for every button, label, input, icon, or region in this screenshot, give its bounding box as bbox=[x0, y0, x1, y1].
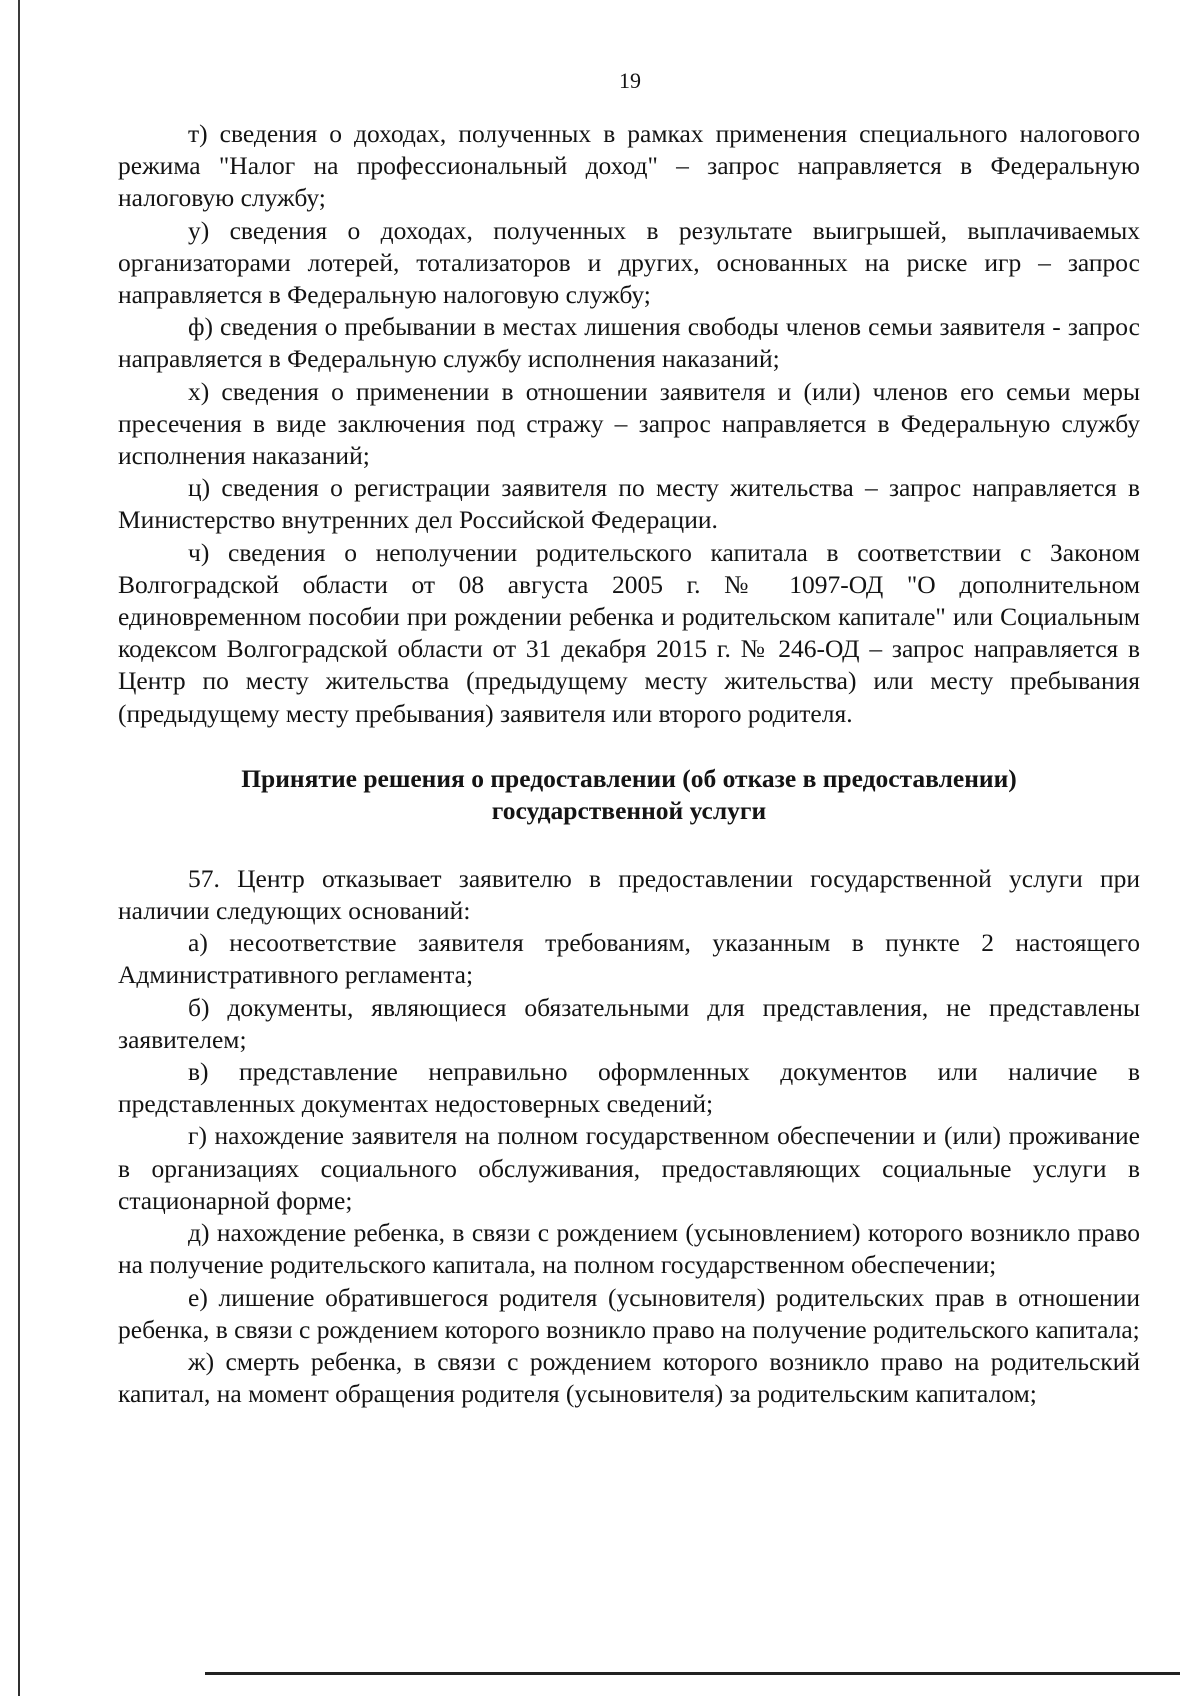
scan-left-edge bbox=[18, 0, 20, 1696]
paragraph-g: г) нахождение заявителя на полном государственном обеспечении и (или) проживание в организациях социального обслуживания, предоставляющих социальные услуги в стационарной форме; bbox=[118, 1121, 1140, 1215]
paragraph-ts: ц) сведения о регистрации заявителя по месту жительства – запрос направляется в Министерство внутренних дел Российской Федерации. bbox=[118, 473, 1140, 535]
paragraph-t: т) сведения о доходах, полученных в рамках применения специального налогового режима "Налог на профессиональный доход" – запрос направляется в Федеральную налоговую службу; bbox=[118, 119, 1140, 213]
paragraph-f: ф) сведения о пребывании в местах лишения свободы членов семьи заявителя - запрос направляется в Федеральную службу исполнения наказаний; bbox=[118, 312, 1140, 374]
paragraph-u: у) сведения о доходах, полученных в результате выигрышей, выплачиваемых организаторами лотерей, тотализаторов и других, основанных на риске игр – запрос направляется в Федеральную налоговую службу; bbox=[118, 215, 1140, 310]
paragraph-d: д) нахождение ребенка, в связи с рождением (усыновлением) которого возникло право на получение родительского капитала, на полном государственном обеспечении; bbox=[118, 1218, 1140, 1280]
section-heading-line-2: государственной услуги bbox=[491, 795, 767, 825]
paragraph-57: 57. Центр отказывает заявителю в предоставлении государственной услуги при наличии следующих оснований: bbox=[118, 863, 1140, 926]
page-number: 19 bbox=[619, 68, 641, 93]
scan-bottom-rule bbox=[205, 1672, 1180, 1675]
paragraph-kh: х) сведения о применении в отношении заявителя и (или) членов его семьи меры пресечения в виде заключения под стражу – запрос направляется в Федеральную службу исполнения наказаний; bbox=[118, 376, 1140, 471]
section-heading-line-1: Принятие решения о предоставлении (об отказе в предоставлении) bbox=[241, 763, 1017, 793]
document-body bbox=[118, 118, 1140, 1410]
paragraph-zh: ж) смерть ребенка, в связи с рождением которого возникло право на родительский капитал, на момент обращения родителя (усыновителя) за родительским капиталом; bbox=[118, 1346, 1140, 1409]
paragraph-b: б) документы, являющиеся обязательными для представления, не представлены заявителем; bbox=[118, 992, 1140, 1054]
paragraph-a: а) несоответствие заявителя требованиям, указанным в пункте 2 настоящего Административного регламента; bbox=[118, 928, 1140, 990]
section-heading bbox=[118, 763, 1140, 827]
paragraph-ch: ч) сведения о неполучении родительского капитала в соответствии с Законом Волгоградской области от 08 августа 2005 г. № 1097-ОД "О дополнительном единовременном пособии при рождении ребенка и родительском капитале" или Социальным кодексом Волгоградской области от 31 декабря 2015 г. № 246-ОД – запрос направляется в Центр по месту жительства (предыдущему месту жительства) или месту пребывания (предыдущему месту пребывания) заявителя или второго родителя. bbox=[118, 537, 1140, 728]
paragraph-v: в) представление неправильно оформленных документов или наличие в представленных документах недостоверных сведений; bbox=[118, 1057, 1140, 1119]
paragraph-e: е) лишение обратившегося родителя (усыновителя) родительских прав в отношении ребенка, в связи с рождением которого возникло право на получение родительского капитала; bbox=[118, 1282, 1140, 1344]
